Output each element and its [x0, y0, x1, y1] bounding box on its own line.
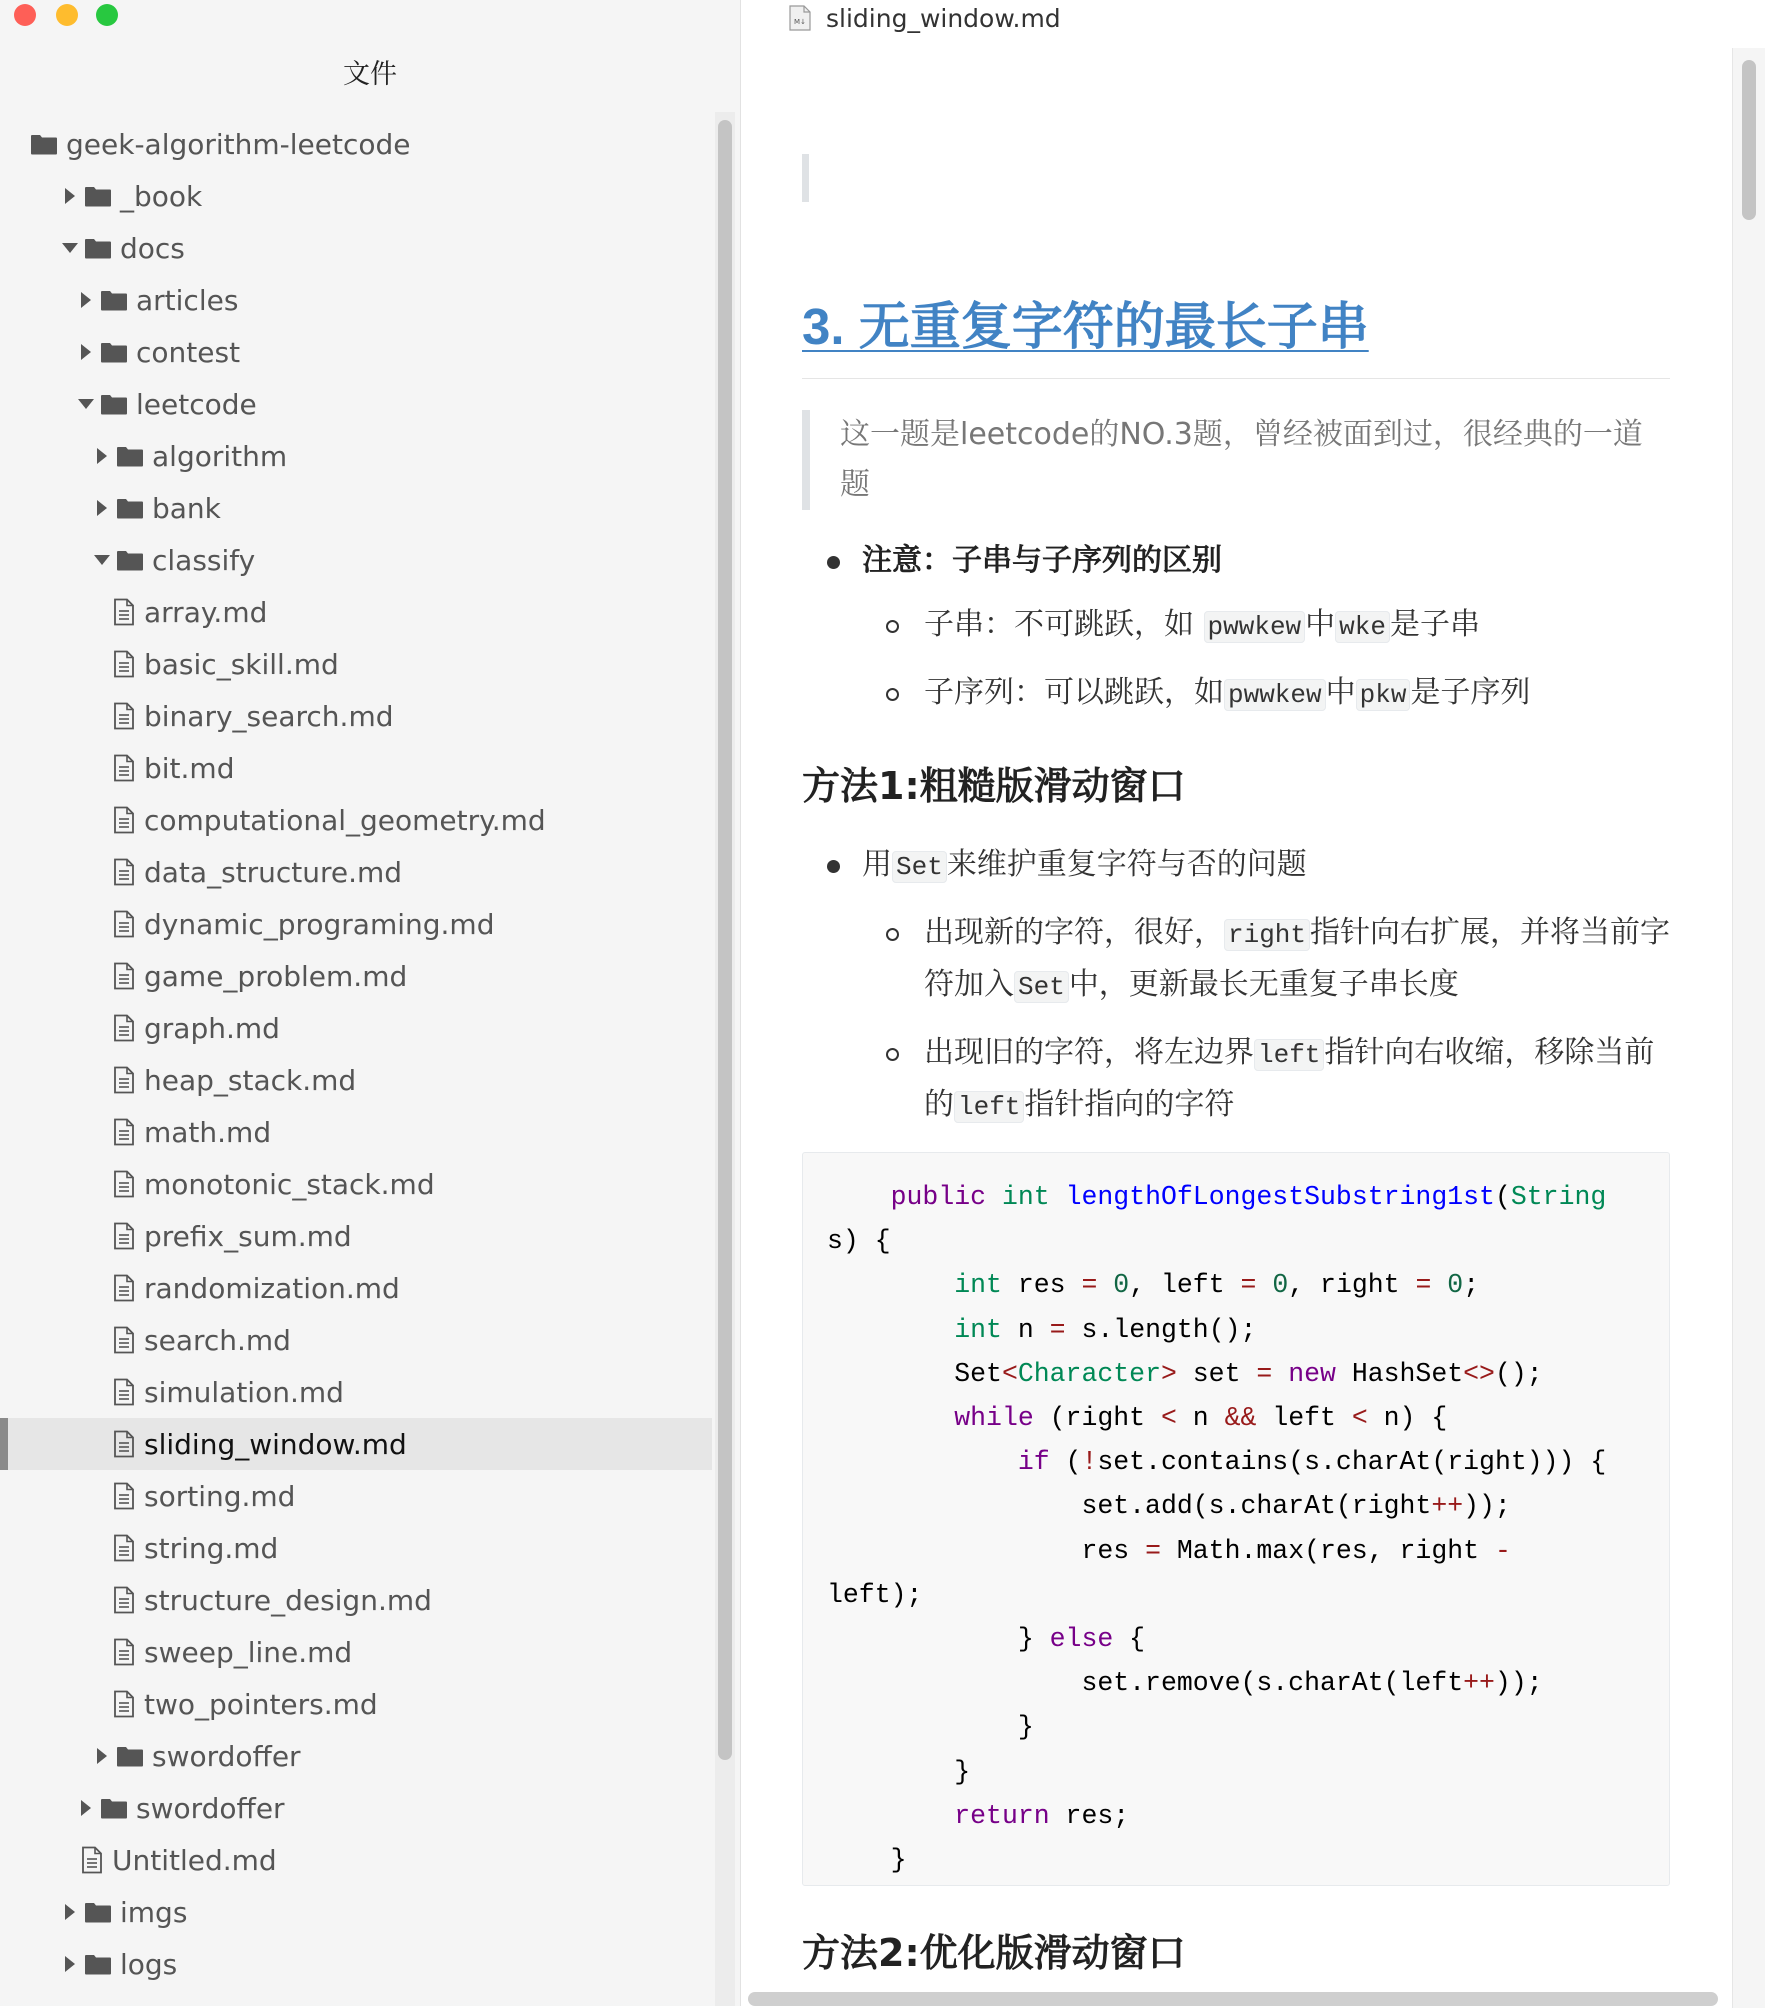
list-item: 注意：子串与子序列的区别	[802, 536, 1670, 586]
folder-icon	[30, 134, 58, 155]
tree-item-label: classify	[152, 543, 256, 577]
tree-item-label: game_problem.md	[144, 959, 408, 993]
chevron-down-icon[interactable]	[78, 396, 94, 412]
tree-item-label: structure_design.md	[144, 1583, 432, 1617]
code-line: public int lengthOfLongestSubstring1st(String	[890, 1182, 1607, 1212]
tree-item-label: math.md	[144, 1115, 272, 1149]
tree-folder[interactable]	[0, 1886, 712, 1938]
code-line: return res;	[954, 1800, 1130, 1831]
code-line: if (!set.contains(s.charAt(right))) {	[1017, 1447, 1607, 1478]
window-maximize-button[interactable]	[96, 4, 118, 26]
tree-file[interactable]	[0, 1106, 712, 1158]
tree-item-label: heap_stack.md	[144, 1063, 357, 1097]
chevron-right-icon[interactable]	[78, 1800, 94, 1816]
tree-item-label: imgs	[120, 1895, 188, 1929]
tree-item-label: Untitled.md	[112, 1843, 277, 1877]
chevron-right-icon[interactable]	[94, 1748, 110, 1764]
tree-folder[interactable]	[0, 482, 712, 534]
chevron-right-icon[interactable]	[62, 1956, 78, 1972]
tree-item-label: articles	[136, 283, 239, 317]
tree-folder[interactable]	[0, 378, 712, 430]
sidebar-scrollbar[interactable]	[715, 112, 735, 2006]
tree-file[interactable]	[0, 1418, 712, 1470]
document-icon	[112, 702, 136, 730]
document-icon	[112, 1222, 136, 1250]
svg-text:M↓: M↓	[794, 18, 806, 26]
code-line: s) {	[827, 1226, 891, 1257]
sidebar-scrollbar-thumb[interactable]	[718, 120, 732, 1760]
document-icon	[112, 806, 136, 834]
chevron-down-icon[interactable]	[94, 552, 110, 568]
tree-file[interactable]	[0, 1054, 712, 1106]
tree-item-label: leetcode	[136, 387, 257, 421]
tree-item-label: two_pointers.md	[144, 1687, 378, 1721]
chevron-right-icon[interactable]	[78, 344, 94, 360]
code-line: }	[827, 1845, 907, 1876]
sidebar-title: 文件	[343, 59, 397, 90]
tree-file[interactable]	[0, 1626, 712, 1678]
tab-title[interactable]: sliding_window.md	[826, 3, 1061, 33]
code-line: set.remove(s.charAt(left++));	[827, 1668, 1543, 1699]
tree-item-label: randomization.md	[144, 1271, 400, 1305]
tree-file[interactable]	[0, 1522, 712, 1574]
document-icon	[112, 598, 136, 626]
tree-file[interactable]	[0, 1210, 712, 1262]
folder-icon	[116, 1746, 144, 1767]
folder-icon	[100, 1798, 128, 1819]
folder-icon	[84, 238, 112, 259]
title-divider	[802, 378, 1670, 379]
tree-folder[interactable]	[0, 274, 712, 326]
code-line: int res = 0, left = 0, right = 0;	[954, 1270, 1480, 1301]
tree-item-label: monotonic_stack.md	[144, 1167, 435, 1201]
folder-icon	[84, 1954, 112, 1975]
folder-icon	[116, 550, 144, 571]
document-icon	[112, 1014, 136, 1042]
code-line: }	[827, 1756, 971, 1787]
tree-folder[interactable]	[0, 326, 712, 378]
document-icon	[112, 1066, 136, 1094]
note-list	[802, 536, 1670, 720]
code-text	[827, 1175, 1647, 1882]
folder-icon	[84, 1902, 112, 1923]
tree-item-label: graph.md	[144, 1011, 280, 1045]
tree-file[interactable]	[0, 950, 712, 1002]
tree-folder[interactable]	[0, 534, 712, 586]
tree-file[interactable]	[0, 638, 712, 690]
folder-icon	[116, 446, 144, 467]
tree-folder[interactable]	[0, 430, 712, 482]
tree-file[interactable]	[0, 898, 712, 950]
folder-icon	[84, 186, 112, 207]
editor-scrollbar-thumb[interactable]	[1742, 60, 1756, 220]
chevron-right-icon[interactable]	[62, 1904, 78, 1920]
window-minimize-button[interactable]	[56, 4, 78, 26]
code-line: res = Math.max(res, right -	[827, 1535, 1511, 1566]
chevron-right-icon[interactable]	[94, 500, 110, 516]
list-item: 子序列：可以跳跃，如 pwwkew 中 pkw 是子序列	[802, 668, 1670, 720]
document-icon	[80, 1846, 104, 1874]
document-icon	[112, 1170, 136, 1198]
tree-item-label: geek-algorithm-leetcode	[66, 127, 411, 161]
list-item: 出现新的字符，很好， right 指针向右扩展，并将当前字符加入 Set 中，更新最长无重复子串长度	[802, 908, 1670, 1012]
tree-folder[interactable]	[0, 1730, 712, 1782]
tree-file[interactable]	[0, 1366, 712, 1418]
tree-file[interactable]	[0, 1470, 712, 1522]
tree-item-label: computational_geometry.md	[144, 803, 546, 837]
document-icon	[112, 1274, 136, 1302]
tree-item-label: sliding_window.md	[144, 1427, 407, 1461]
tree-file[interactable]	[0, 846, 712, 898]
document-title[interactable]: 3. 无重复字符的最长子串	[802, 298, 1369, 355]
tree-folder[interactable]	[0, 1782, 712, 1834]
list-item: 用 Set 来维护重复字符与否的问题	[802, 840, 1670, 892]
document-icon	[112, 962, 136, 990]
code-line: while (right < n && left < n) {	[954, 1403, 1448, 1434]
document-icon	[112, 1326, 136, 1354]
tree-item-label: algorithm	[152, 439, 288, 473]
tree-item-label: search.md	[144, 1323, 291, 1357]
tree-file[interactable]	[0, 1158, 712, 1210]
document-icon	[112, 910, 136, 938]
code-line: }	[827, 1712, 1034, 1743]
tree-file[interactable]	[0, 1574, 712, 1626]
tree-item-label: binary_search.md	[144, 699, 394, 733]
method1-list	[802, 840, 1670, 1132]
code-block[interactable]	[802, 1152, 1670, 1886]
tree-item-label: simulation.md	[144, 1375, 344, 1409]
document-content	[802, 0, 1670, 2006]
tree-item-label: docs	[120, 231, 185, 265]
tree-folder[interactable]	[0, 1938, 712, 1990]
chevron-right-icon[interactable]	[78, 292, 94, 308]
tree-folder[interactable]	[0, 170, 712, 222]
tree-item-label: logs	[120, 1947, 178, 1981]
tree-item-label: bank	[152, 491, 221, 525]
document-icon	[112, 1118, 136, 1146]
horizontal-scrollbar[interactable]	[748, 1992, 1718, 2006]
code-line: Set<Character> set = new HashSet<>();	[827, 1358, 1543, 1389]
tree-item-label: prefix_sum.md	[144, 1219, 352, 1253]
document-icon	[112, 858, 136, 886]
tree-item-label: data_structure.md	[144, 855, 403, 889]
tree-item-label: basic_skill.md	[144, 647, 339, 681]
tree-file[interactable]	[0, 1262, 712, 1314]
code-line: } else {	[827, 1624, 1146, 1655]
document-icon	[112, 1638, 136, 1666]
tree-file[interactable]	[0, 794, 712, 846]
document-icon	[112, 1586, 136, 1614]
document-icon	[112, 1482, 136, 1510]
list-item: 出现旧的字符，将左边界 left 指针向右收缩，移除当前的 left 指针指向的字符	[802, 1028, 1670, 1132]
document-icon	[112, 754, 136, 782]
chevron-down-icon[interactable]	[62, 240, 78, 256]
chevron-right-icon[interactable]	[94, 448, 110, 464]
folder-icon	[100, 394, 128, 415]
tree-file[interactable]	[0, 1678, 712, 1730]
tree-item-label: string.md	[144, 1531, 279, 1565]
tree-item-label: swordoffer	[152, 1739, 301, 1773]
tree-file[interactable]	[0, 1834, 712, 1886]
file-sidebar	[0, 0, 741, 2006]
document-icon	[112, 1378, 136, 1406]
tree-file[interactable]	[0, 1002, 712, 1054]
folder-icon	[100, 290, 128, 311]
tree-file[interactable]	[0, 586, 712, 638]
tree-folder[interactable]	[0, 222, 712, 274]
tree-item-label: bit.md	[144, 751, 235, 785]
tree-file[interactable]	[0, 742, 712, 794]
intro-blockquote: 这一题是leetcode的NO.3题，曾经被面到过，很经典的一道题	[802, 410, 1670, 510]
document-icon	[112, 650, 136, 678]
chevron-right-icon[interactable]	[62, 188, 78, 204]
tree-item-label: dynamic_programing.md	[144, 907, 495, 941]
method1-heading: 方法1:粗糙版滑动窗口	[802, 764, 1186, 808]
folder-icon	[116, 498, 144, 519]
tree-item-label: swordoffer	[136, 1791, 285, 1825]
method2-heading: 方法2:优化版滑动窗口	[802, 1931, 1186, 1975]
document-icon	[112, 1430, 136, 1458]
code-line: int n = s.length();	[954, 1314, 1257, 1345]
code-line: left);	[827, 1579, 923, 1610]
tree-item-label: array.md	[144, 595, 268, 629]
tree-folder[interactable]	[0, 118, 712, 170]
tree-item-label: _book	[120, 179, 203, 213]
window-close-button[interactable]	[14, 4, 36, 26]
tree-item-label: sorting.md	[144, 1479, 296, 1513]
folder-icon	[100, 342, 128, 363]
tree-file[interactable]	[0, 1314, 712, 1366]
tree-file[interactable]	[0, 690, 712, 742]
empty-blockquote	[802, 154, 809, 202]
code-line: set.add(s.charAt(right++));	[827, 1491, 1511, 1522]
editor-scrollbar[interactable]	[1732, 48, 1765, 2008]
document-icon	[112, 1690, 136, 1718]
document-icon	[112, 1534, 136, 1562]
tree-item-label: contest	[136, 335, 241, 369]
tree-item-label: sweep_line.md	[144, 1635, 353, 1669]
file-tree	[0, 118, 712, 1990]
list-item: 子串：不可跳跃，如 pwwkew 中 wke 是子串	[802, 600, 1670, 652]
